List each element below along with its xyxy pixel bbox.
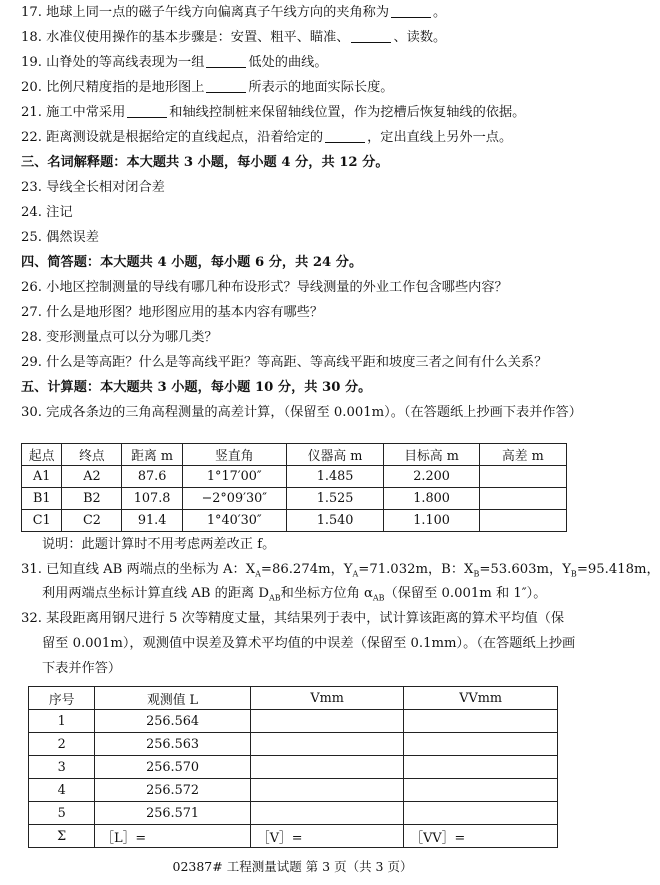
- question-20-text: 20. 比例尺精度指的是地形图上: [21, 80, 205, 95]
- question-27: 27. 什么是地形图？地形图应用的基本内容有哪些？: [21, 305, 324, 320]
- table-cell: 256.571: [95, 802, 251, 825]
- question-20: [21, 78, 393, 98]
- table-row: [22, 466, 567, 488]
- answer-blank: [351, 29, 391, 43]
- question-25: 25. 偶然误差: [21, 230, 99, 245]
- table-cell: C2: [62, 510, 122, 532]
- table-cell: 2.200: [384, 466, 480, 488]
- question-24: 24. 注记: [21, 205, 73, 220]
- text-fragment: =53.603m，Y: [479, 562, 571, 577]
- table-cell: −2°09′30″: [182, 488, 286, 510]
- table-header-row: [22, 444, 567, 466]
- question-18-end: 、读数。: [393, 30, 447, 45]
- text-fragment: 利用两端点坐标计算直线 AB 的距离 D: [42, 586, 269, 601]
- question-17-end: 。: [433, 5, 447, 20]
- table-cell: 1.800: [384, 488, 480, 510]
- subscript: A: [255, 569, 261, 579]
- table-cell: ［VV］=: [404, 825, 558, 848]
- table-cell: 256.563: [95, 733, 251, 756]
- table-cell: 3: [29, 756, 95, 779]
- table-cell: 1.100: [384, 510, 480, 532]
- answer-blank: [206, 79, 246, 93]
- page-footer: 02387# 工程测量试题 第 3 页（共 3 页）: [172, 859, 413, 874]
- table-row: [29, 756, 558, 779]
- question-20-end: 所表示的地面实际长度。: [248, 80, 394, 95]
- table-cell: A2: [62, 466, 122, 488]
- column-header: Vmm: [250, 687, 403, 710]
- table-cell: [404, 802, 558, 825]
- trig-leveling-table: [21, 443, 567, 532]
- table-cell: 1°40′30″: [182, 510, 286, 532]
- question-31-line-2: [42, 584, 546, 609]
- table-cell: [250, 733, 403, 756]
- section-5-heading: 五、计算题：本大题共 3 小题，每小题 10 分，共 30 分。: [21, 380, 372, 395]
- question-32-line-3: 下表并作答）: [42, 661, 122, 676]
- question-17-text: 17. 地球上同一点的磁子午线方向偏离真子午线方向的夹角称为: [21, 5, 390, 20]
- question-22: [21, 128, 512, 148]
- table-cell: 4: [29, 779, 95, 802]
- column-header: 终点: [62, 444, 122, 466]
- column-header: 观测值 L: [95, 687, 251, 710]
- table-cell: 1°17′00″: [182, 466, 286, 488]
- table-header-row: [29, 687, 558, 710]
- table-cell: [404, 756, 558, 779]
- subscript: A: [352, 569, 359, 579]
- question-21-end: 和轴线控制桩来保留轴线位置，作为挖槽后恢复轴线的依据。: [169, 105, 526, 120]
- table-cell: B1: [22, 488, 62, 510]
- question-30: 30. 完成各条边的三角高程测量的高差计算，（保留至 0.001m）。（在答题纸上抄画下表并作答）: [21, 405, 582, 420]
- question-28: 28. 变形测量点可以分为哪几类？: [21, 330, 218, 345]
- text-fragment: =86.274m，Y: [260, 562, 353, 577]
- table-row: [22, 510, 567, 532]
- column-header: 距离 m: [122, 444, 182, 466]
- text-fragment: =95.418m，: [576, 562, 660, 577]
- question-22-end: ，定出直线上另外一点。: [367, 130, 513, 145]
- question-17: [21, 3, 446, 23]
- question-32-line-2: 留至 0.001m），观测值中误差及算术平均值的中误差（保留至 0.1mm）。（在答题纸上抄画: [42, 636, 576, 651]
- text-fragment: =71.032m，B：X: [358, 562, 474, 577]
- subscript: AB: [269, 593, 281, 603]
- section-3-heading: 三、名词解释题：本大题共 3 小题，每小题 4 分，共 12 分。: [21, 155, 389, 170]
- table-cell: 107.8: [122, 488, 182, 510]
- table-cell: 256.572: [95, 779, 251, 802]
- table-cell: [250, 756, 403, 779]
- table-sum-row: [29, 825, 558, 848]
- table-cell: [479, 488, 566, 510]
- table-row: [29, 802, 558, 825]
- question-32-line-1: 32. 某段距离用钢尺进行 5 次等精度丈量，其结果列于表中，试计算该距离的算术平均值（保: [21, 611, 565, 626]
- question-26: 26. 小地区控制测量的导线有哪几种布设形式？导线测量的外业工作包含哪些内容？: [21, 280, 508, 295]
- question-22-text: 22. 距离测设就是根据给定的直线起点，沿着给定的: [21, 130, 324, 145]
- column-header: VVmm: [404, 687, 558, 710]
- column-header: 起点: [22, 444, 62, 466]
- table-cell: [404, 733, 558, 756]
- column-header: 序号: [29, 687, 95, 710]
- question-18: [21, 28, 446, 48]
- table-row: [29, 779, 558, 802]
- table-cell: [404, 710, 558, 733]
- table-cell: [479, 466, 566, 488]
- table-cell: 1: [29, 710, 95, 733]
- table-cell: 5: [29, 802, 95, 825]
- section-4-heading: 四、简答题：本大题共 4 小题，每小题 6 分，共 24 分。: [21, 255, 363, 270]
- table-cell: Σ: [29, 825, 95, 848]
- table-cell: C1: [22, 510, 62, 532]
- question-19-end: 低处的曲线。: [248, 55, 328, 70]
- answer-blank: [127, 104, 167, 118]
- column-header: 目标高 m: [384, 444, 480, 466]
- table-cell: B2: [62, 488, 122, 510]
- table-row: [29, 733, 558, 756]
- answer-blank: [206, 54, 246, 68]
- text-fragment: （保留至 0.001m 和 1″）。: [384, 586, 547, 601]
- table-cell: 1.485: [286, 466, 383, 488]
- table-cell: ［V］=: [250, 825, 403, 848]
- question-31-line-1: [21, 560, 660, 585]
- table-cell: [479, 510, 566, 532]
- question-21: [21, 103, 525, 123]
- column-header: 仪器高 m: [286, 444, 383, 466]
- question-23: 23. 导线全长相对闭合差: [21, 180, 165, 195]
- table-cell: 1.525: [286, 488, 383, 510]
- table-cell: ［L］=: [95, 825, 251, 848]
- table-cell: [250, 802, 403, 825]
- text-fragment: 31. 已知直线 AB 两端点的坐标为 A：X: [21, 562, 256, 577]
- table-cell: A1: [22, 466, 62, 488]
- subscript: B: [570, 569, 577, 579]
- table-cell: 256.570: [95, 756, 251, 779]
- table-cell: 256.564: [95, 710, 251, 733]
- question-18-text: 18. 水准仪使用操作的基本步骤是：安置、粗平、瞄准、: [21, 30, 350, 45]
- text-fragment: 和坐标方位角 α: [280, 586, 373, 601]
- distance-measurement-table: [28, 686, 558, 848]
- table-cell: 2: [29, 733, 95, 756]
- table-cell: 1.540: [286, 510, 383, 532]
- subscript: B: [473, 569, 480, 579]
- subscript: AB: [372, 593, 385, 603]
- table-cell: 91.4: [122, 510, 182, 532]
- table-row: [29, 710, 558, 733]
- question-19: [21, 53, 328, 73]
- column-header: 竖直角: [182, 444, 286, 466]
- question-19-text: 19. 山脊处的等高线表现为一组: [21, 55, 205, 70]
- answer-blank: [391, 4, 431, 18]
- question-29: 29. 什么是等高距？什么是等高线平距？等高距、等高线平距和坡度三者之间有什么关系？: [21, 355, 548, 370]
- table-row: [22, 488, 567, 510]
- table-cell: [250, 779, 403, 802]
- table-cell: [404, 779, 558, 802]
- answer-blank: [325, 129, 365, 143]
- table-cell: 87.6: [122, 466, 182, 488]
- column-header: 高差 m: [479, 444, 566, 466]
- question-30-note: 说明：此题计算时不用考虑两差改正 f。: [42, 537, 276, 552]
- table-cell: [250, 710, 403, 733]
- question-21-text: 21. 施工中常采用: [21, 105, 126, 120]
